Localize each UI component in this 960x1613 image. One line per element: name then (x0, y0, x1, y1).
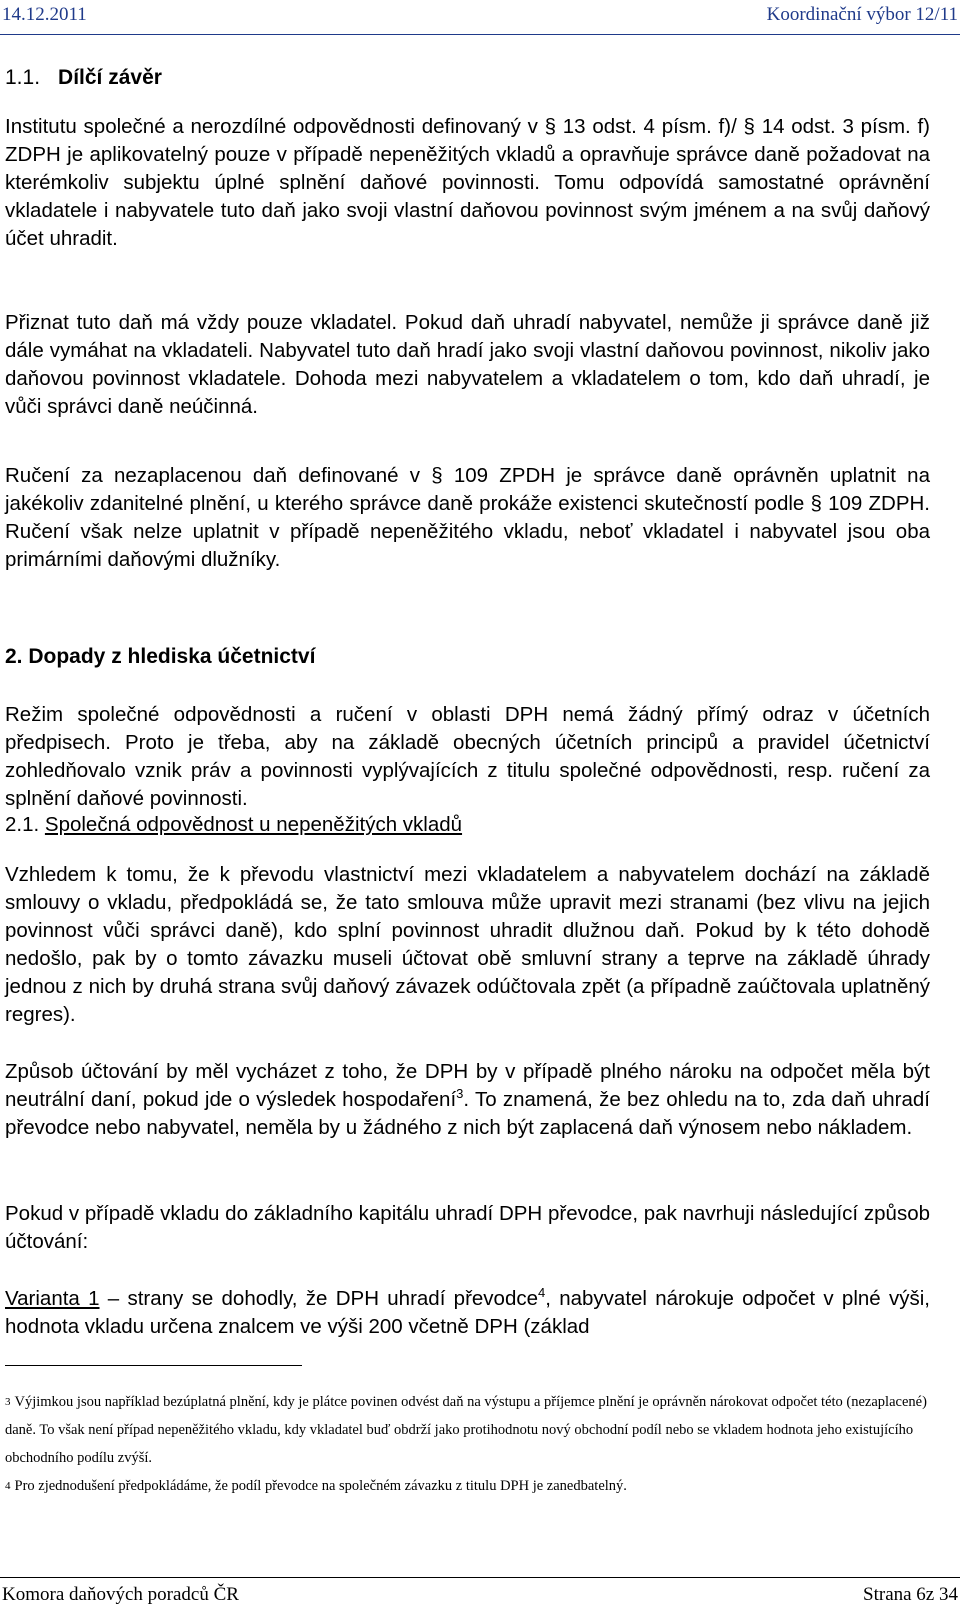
section-heading-1-1 (5, 66, 162, 90)
section-title: Dopady z hlediska účetnictví (28, 645, 316, 668)
footnote-separator (5, 1365, 302, 1366)
footnote-ref: 3 (456, 1086, 464, 1102)
footnote (5, 1388, 930, 1472)
paragraph: Vzhledem k tomu, že k převodu vlastnictví mezi vkladatelem a nabyvatelem dochází na základě smlouvy o vkladu, předpokládá se, že tato smlouva může upravit mezi stranami (bez vlivu na jejich povinnost vůči správci daně), kdo splní povinnost uhradit dlužnou daň. Pokud by k této dohodě nedošlo, pak by o tomto závazku museli účtovat obě smluvní strany a teprve na základě úhrady jednou z nich by druhá strana svůj daňový závazek odúčtovala zpět (a případně zaúčtovala uplatněný regres). (5, 863, 930, 1026)
section-number: 2.1. (5, 813, 40, 836)
paragraph (5, 1058, 930, 1142)
footnote-mark: 3 (5, 1396, 11, 1408)
paragraph-text: Způsob účtování by měl vycházet z toho, že DPH by v případě plného nároku na odpočet měla být neutrální daní, pokud jde o výsledek hospodaření (5, 1060, 930, 1111)
paragraph: Přiznat tuto daň má vždy pouze vkladatel. Pokud daň uhradí nabyvatel, nemůže ji správce daně již dále vymáhat na vkladateli. Nabyvatel tuto daň hradí jako svoji vlastní daňovou povinnost, nikoliv jako daňovou povinnost vkladatele. Dohoda mezi nabyvatelem a vkladatelem o tom, kdo daň uhradí, je vůči správci daně neúčinná. (5, 311, 930, 418)
section-number: 1.1. (5, 66, 41, 89)
section-title: Společná odpovědnost u nepeněžitých vkladů (44, 813, 463, 836)
paragraph: Režim společné odpovědnosti a ručení v oblasti DPH nemá žádný přímý odraz v účetních předpisech. Proto je třeba, aby na základě obecných účetních principů a pravidel účetnictví zohledňovalo vznik práv a povinnosti vyplývajících z titulu společné odpovědnosti, resp. ručení za splnění daňové povinnosti. (5, 703, 930, 810)
header-committee: Koordinační výbor 12/11 (766, 4, 958, 25)
section-title: Dílčí závěr (58, 66, 162, 89)
footnote-text: Výjimkou jsou například bezúplatná plnění, kdy je plátce povinen odvést daň na výstupu a příjemce plnění je oprávněn nárokovat odpočet této (nezaplacené) daně. To však není případ nepeněžitého vkladu, kdy vkladatel buď obdrží jako protihodnotu nový obchodní podíl nebo se vkladem hodnota jeho existujícího obchodního podílu zvýší. (5, 1394, 927, 1466)
paragraph: Ručení za nezaplacenou daň definované v § 109 ZPDH je správce daně oprávněn uplatnit na jakékoliv zdanitelné plnění, u kterého správce daně prokáže existenci skutečností podle § 109 ZDPH. Ručení však nelze uplatnit v případě nepeněžitého vkladu, neboť vkladatel i nabyvatel jsou oba primárními daňovými dlužníky. (5, 464, 930, 571)
paragraph-text: strany se dohodly, že DPH uhradí převodce (127, 1287, 539, 1310)
header-date: 14.12.2011 (2, 4, 87, 25)
section-heading-2-1 (5, 813, 462, 837)
paragraph: Institutu společné a nerozdílné odpovědnosti definovaný v § 13 odst. 4 písm. f)/ § 14 odst. 3 písm. f) ZDPH je aplikovatelný pouze v případě nepeněžitých vkladů a opravňuje správce daně požadovat na kterémkoliv subjektu úplné splnění daňové povinnosti. Tomu odpovídá samostatné oprávnění vkladatele i nabyvatele tuto daň jako svoji vlastní daňovou povinnost svým jménem a na svůj daňový účet uhradit. (5, 115, 930, 250)
section-heading-2 (5, 645, 315, 669)
paragraph-text: . To znamená, že bez ohledu na to, zda daň uhradí převodce nebo nabyvatel, neměla by u žádného z nich být zaplacená daň výnosem nebo nákladem. (5, 1088, 931, 1139)
header-divider (0, 34, 960, 35)
page-footer (0, 1580, 960, 1610)
paragraph (5, 1285, 930, 1341)
paragraph-text: , nabyvatel nárokuje odpočet v plné výši, hodnota vkladu určena znalcem ve výši 200 včetně DPH (základ (5, 1287, 930, 1338)
variant-label: Varianta 1 (5, 1287, 100, 1310)
dash: – (107, 1287, 120, 1310)
paragraph: Pokud v případě vkladu do základního kapitálu uhradí DPH převodce, pak navrhuji následující způsob účtování: (5, 1202, 930, 1253)
footnote-text: Pro zjednodušení předpokládáme, že podíl převodce na společném závazku z titulu DPH je zanedbatelný. (14, 1478, 627, 1494)
footnote-ref: 4 (538, 1285, 546, 1301)
page-number: Strana 6z 34 (863, 1584, 958, 1605)
footer-divider (0, 1577, 960, 1578)
footnote (5, 1472, 930, 1500)
footnote-mark: 4 (5, 1480, 11, 1492)
footer-organization: Komora daňových poradců ČR (2, 1584, 239, 1605)
page-header (0, 2, 960, 32)
section-number: 2. (5, 645, 23, 668)
